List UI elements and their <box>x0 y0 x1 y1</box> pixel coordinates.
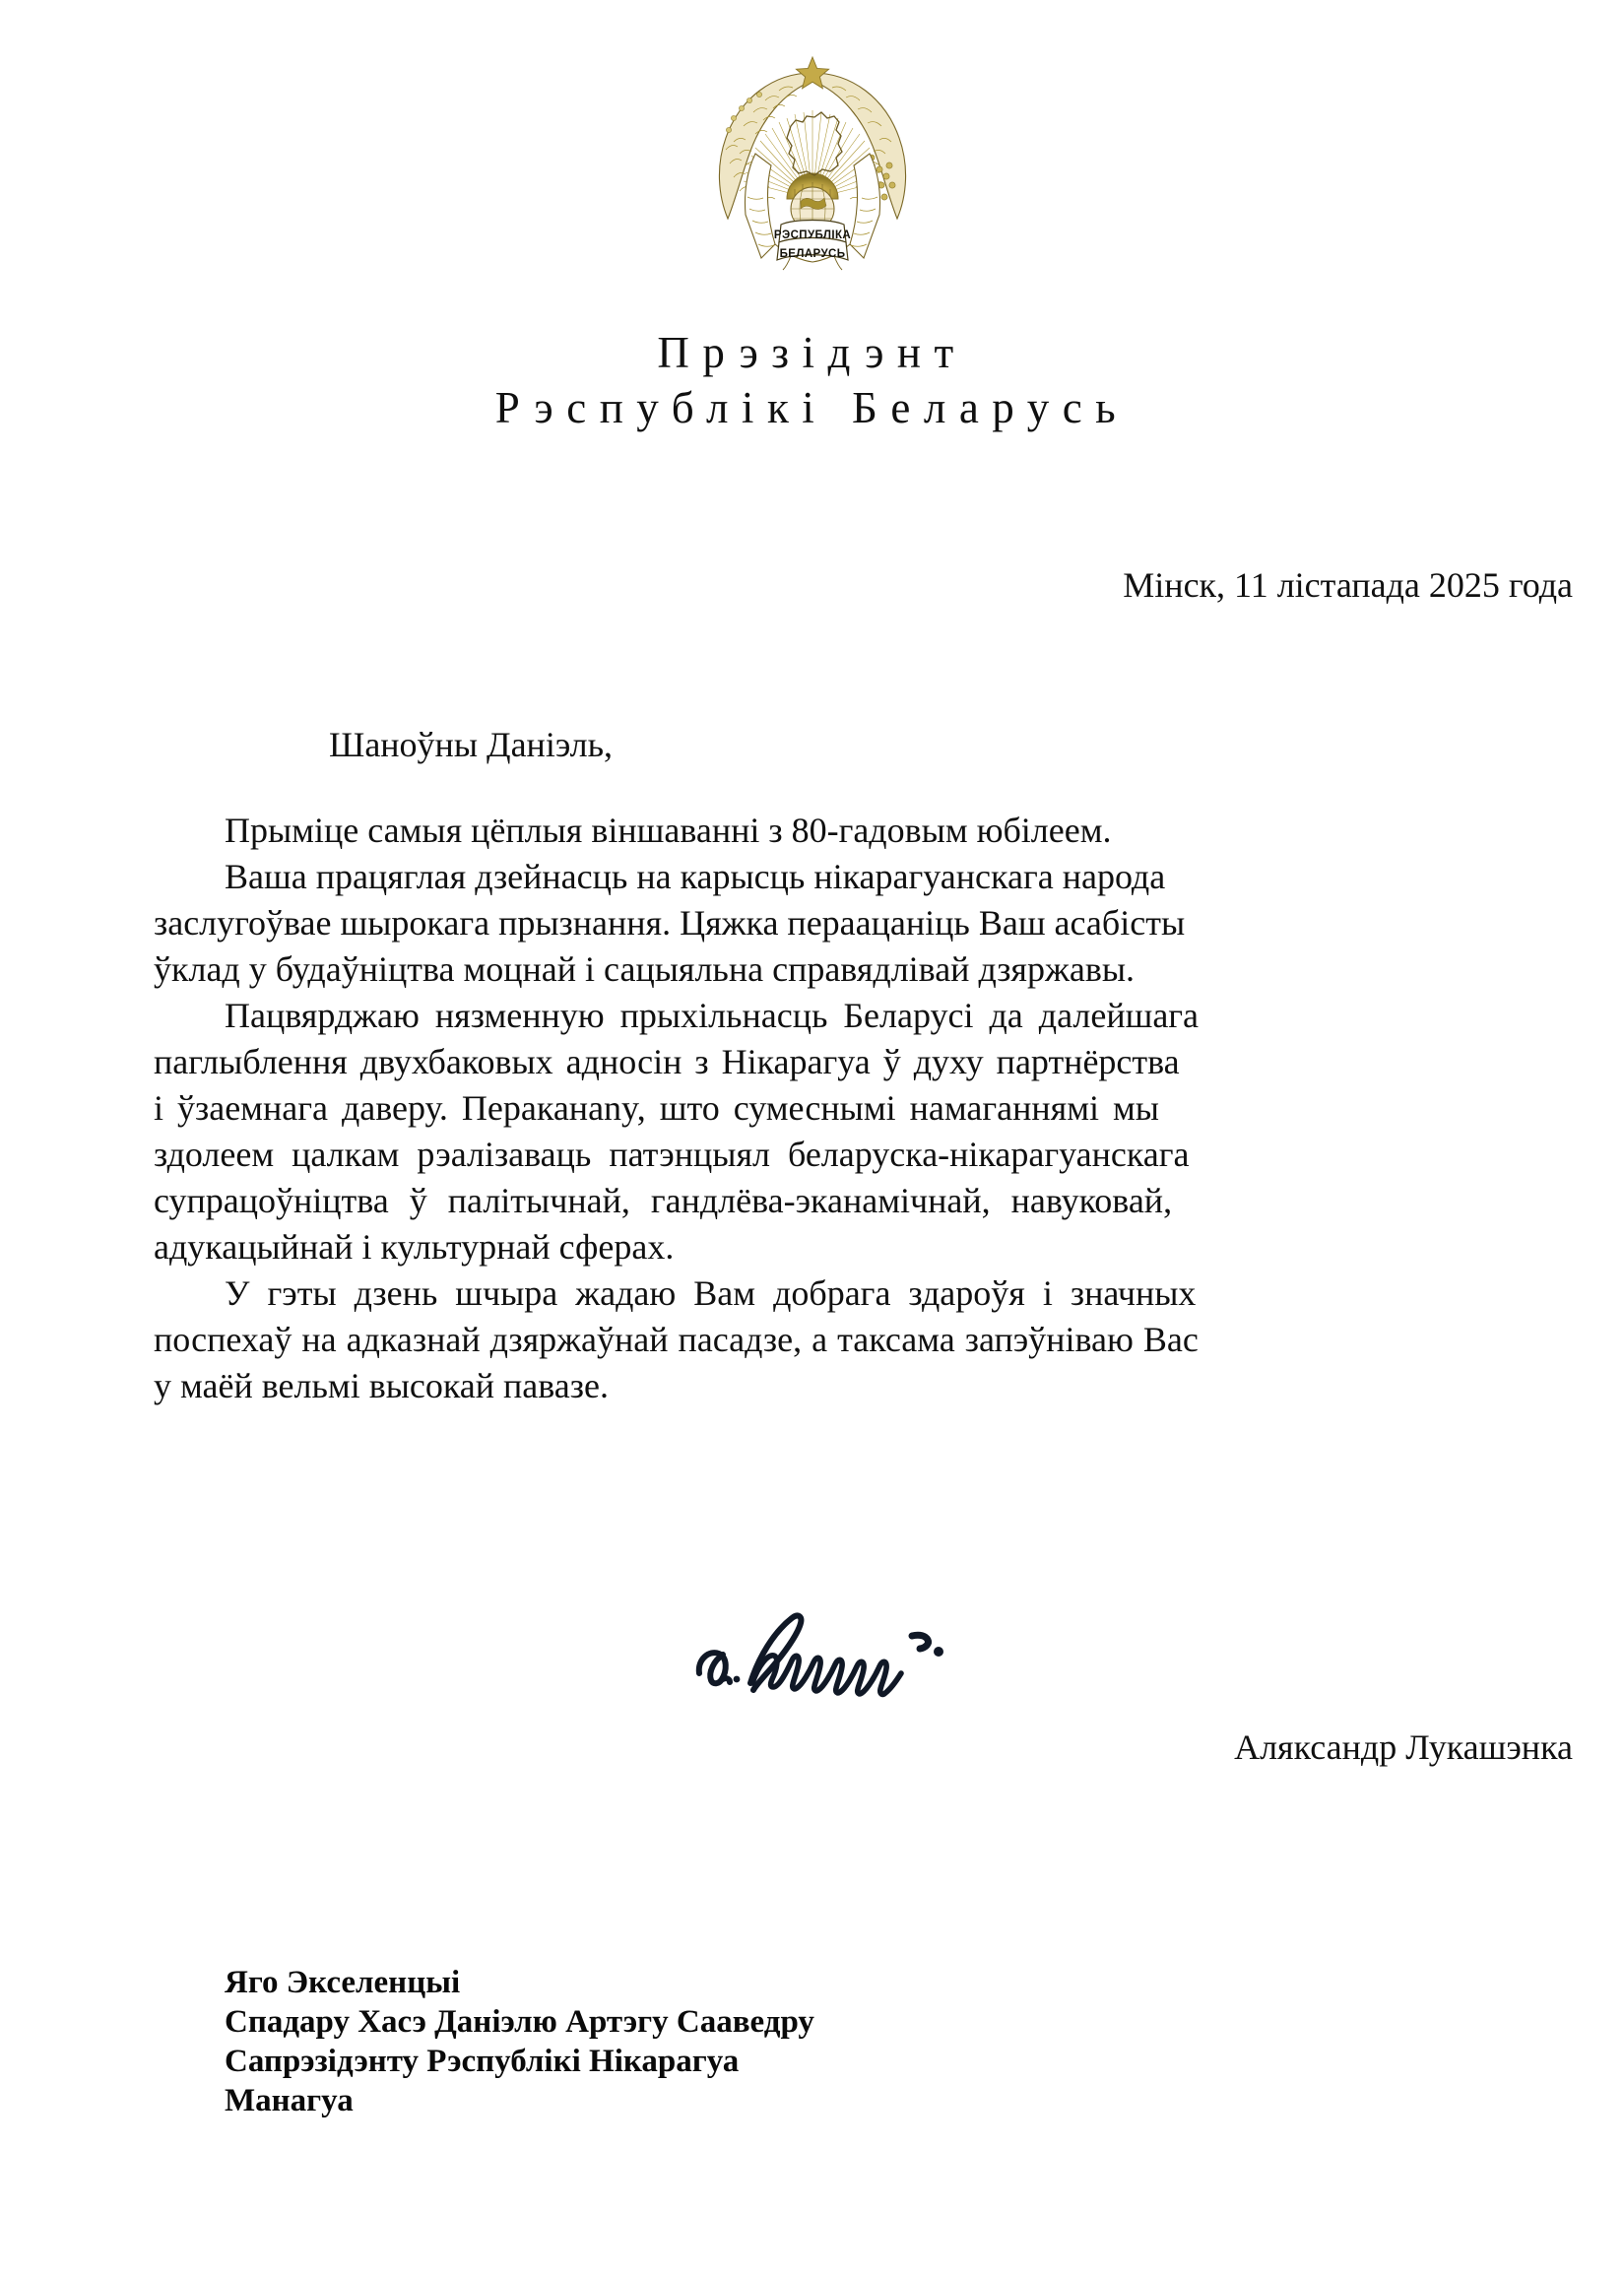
paragraph-3 <box>154 993 1404 1270</box>
paragraph-2-line-2: заслугоўвае шырокага прызнання. Цяжка пераацаніць Ваш асабісты <box>154 903 1186 943</box>
paragraph-3-line-2: паглыблення двухбаковых адносін з Нікарагуа ў духу партнёрства <box>154 1042 1180 1081</box>
dateline: Мінск, 11 лістапада 2025 года <box>1123 565 1573 605</box>
paragraph-4-line-2: поспехаў на адказнай дзяржаўнай пасадзе, а таксама запэўніваю Вас <box>154 1320 1199 1359</box>
letterhead-line-republic: Рэспублікі Беларусь <box>494 383 1130 433</box>
emblem-container <box>0 51 1624 276</box>
paragraph-4-line-3: у маёй вельмі высокай павазе. <box>154 1366 609 1405</box>
paragraph-3-line-1: Пацвярджаю нязменную прыхільнасць Беларусі да далейшага <box>225 996 1200 1035</box>
letterhead <box>0 327 1624 437</box>
paragraph-4 <box>154 1270 1404 1409</box>
paragraph-2 <box>154 854 1404 993</box>
paragraph-1-line-1: Прыміце самыя цёплыя віншаванні з 80-гадовым юбілеем. <box>225 811 1112 850</box>
paragraph-2-line-1: Ваша працяглая дзейнасць на карысць нікарагуанскага народа <box>225 857 1166 896</box>
salutation: Шаноўны Даніэль, <box>329 725 613 764</box>
addressee-line-2: Спадару Хасэ Даніэлю Артэгу Сааведру <box>225 2004 814 2040</box>
coat-of-arms-of-belarus-icon <box>696 51 929 276</box>
paragraph-4-line-1: У гэты дзень шчыра жадаю Вам добрага здароўя і значных <box>225 1273 1197 1313</box>
signer-name: Аляксандр Лукашэнка <box>1234 1727 1573 1767</box>
addressee-block <box>225 1963 814 2120</box>
letter-body <box>154 808 1404 1409</box>
addressee-line-3: Сапрэзідэнту Рэспублікі Нікарагуа <box>225 2044 740 2079</box>
paragraph-1 <box>225 808 1404 854</box>
handwritten-signature-icon <box>689 1600 1103 1709</box>
paragraph-3-line-4: здолеем цалкам рэалізаваць патэнцыял беларуска-нікарагуанскага <box>154 1135 1190 1174</box>
paragraph-3-line-5: супрацоўніцтва ў палітычнай, гандлёва-эканамічнай, навуковай, <box>154 1181 1173 1220</box>
letterhead-line-president: Прэзідэнт <box>657 328 967 377</box>
paragraph-3-line-3: і ўзаемнага даверу. Пераканany, што сумеснымі намаганнямі мы <box>154 1088 1159 1128</box>
emblem-ribbon-line-1: РЭСПУБЛІКА <box>773 229 851 241</box>
addressee-line-4: Манагуа <box>225 2083 354 2118</box>
paragraph-3-line-6: адукацыйнай і культурнай сферах. <box>154 1227 675 1267</box>
paragraph-2-line-3: ўклад у будаўніцтва моцнай і сацыяльна справядлівай дзяржавы. <box>154 949 1136 989</box>
emblem-ribbon-line-2: БЕЛАРУСЬ <box>779 248 845 260</box>
addressee-line-1: Яго Экселенцыі <box>225 1965 461 2000</box>
